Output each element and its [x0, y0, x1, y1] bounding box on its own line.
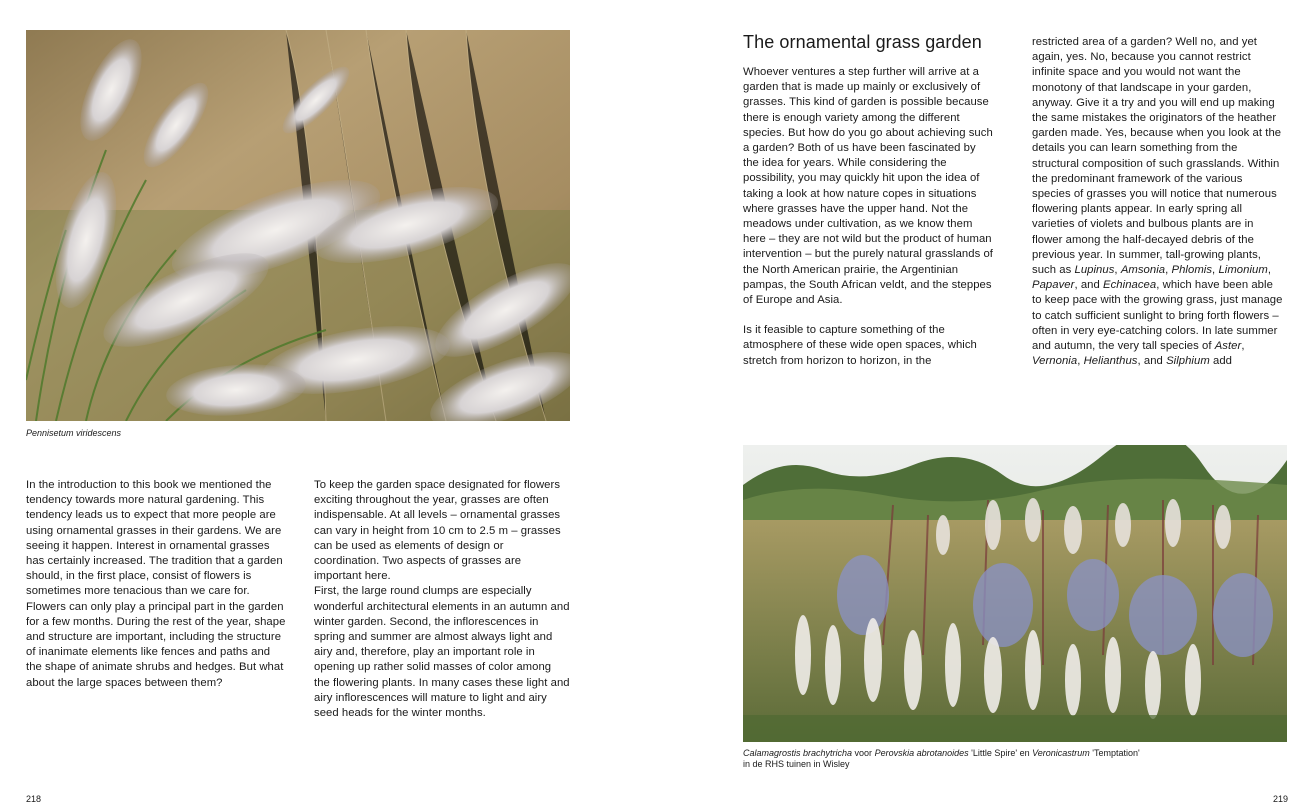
pennisetum-illustration — [26, 30, 570, 421]
genus-name: Aster — [1214, 340, 1242, 353]
genus-name: Echinacea — [1103, 279, 1157, 292]
section-title: The ornamental grass garden — [743, 32, 982, 52]
genus-name: Papaver — [1032, 279, 1075, 292]
right-column-2 — [1032, 35, 1284, 369]
genus-name: Limonium — [1218, 264, 1268, 277]
left-page-number: 218 — [26, 794, 42, 804]
left-col2-paragraph-2: First, the large round clumps are especially wonderful architectural elements in an autumn and winter garden. Second, the inflorescences in spring and summer are almost always light and airy and, therefore, play an important role in opening up rather solid masses of color among the flowering plants. In many cases these light and airy inflorescences will mature to light and airy seed heads for the winter months. — [314, 585, 570, 720]
genus-name: Helianthus — [1083, 355, 1138, 368]
right-col1-paragraph-2: Is it feasible to capture something of the atmosphere of these wide open spaces, which stretch from horizon to horizon, in the — [743, 324, 977, 367]
text-run: add — [1209, 355, 1232, 368]
left-column-1 — [26, 478, 288, 691]
right-caption-line-1 — [743, 748, 1263, 759]
text-run: , — [1114, 264, 1121, 277]
right-caption-line-2: in de RHS tuinen in Wisley — [743, 759, 850, 769]
text-run: , — [1077, 355, 1084, 368]
text-run: , and — [1074, 279, 1104, 292]
pennisetum-photo — [26, 30, 570, 421]
genus-name: Vernonia — [1032, 355, 1078, 368]
plant-name: Perovskia abrotanoides — [874, 748, 969, 758]
calamagrostis-illustration — [743, 445, 1287, 742]
left-photo-caption: Pennisetum viridescens — [26, 428, 122, 438]
calamagrostis-photo — [743, 445, 1287, 742]
right-col2-paragraph — [1032, 35, 1284, 369]
genus-name: Lupinus — [1074, 264, 1115, 277]
right-page-number: 219 — [1273, 794, 1289, 804]
text-run: , — [1165, 264, 1172, 277]
left-col1-paragraph: In the introduction to this book we mentioned the tendency towards more natural gardening. This tendency leads us to expect that more people are using ornamental grasses in their gardens. We are seeing it happen. Interest in ornamental grasses has certainly increased. The tradition that a garden should, in the first place, consist of flowers is sometimes more tenacious than we care for. Flowers can only play a principal part in the garden for a few months. During the rest of the year, shape and structure are important, including the structure of inanimate elements like fences and paths and the shape of animate shrubs and hedges. But what about the large spaces between them? — [26, 479, 286, 689]
genus-name: Amsonia — [1120, 264, 1166, 277]
right-column-1 — [743, 65, 993, 369]
text-run: , — [1241, 340, 1245, 353]
plant-name: Calamagrostis brachytricha — [743, 748, 853, 758]
left-col2-paragraph-1: To keep the garden space designated for flowers exciting throughout the year, grasses are often indispensable. At all levels – ornamental grasses can vary in height from 10 cm to 2.5 m – grasses can be used as elements of design or coordination. Two aspects of grasses are important here. — [314, 479, 561, 583]
right-photo-caption — [743, 748, 1263, 770]
text-run: , which have been able to keep pace with the growing grass, just manage to catch sufficient sunlight to bring forth flowers – often in very eye-catching colors. In late summer and autumn, the very tall species of — [1032, 279, 1283, 353]
text-run: , — [1212, 264, 1219, 277]
right-col1-paragraph-1: Whoever ventures a step further will arrive at a garden that is made up mainly or exclusively of grasses. This kind of garden is possible because there is enough variety among the different species. But how do you go about achieving such a garden? Both of us have been fascinated by the idea for years. While considering the possibility, you may quickly hit upon the idea of taking a look at how nature copes in situations where grasses have the upper hand. Not the meadows under cultivation, as we know them here – they are not wild but the product of human intervention – but the purely natural grasslands of the North American prairie, the Argentinian pampas, the South African veldt, and the steppes of Europe and Asia. — [743, 66, 993, 307]
caption-text: voor — [852, 748, 875, 758]
text-run: , and — [1137, 355, 1167, 368]
text-run: , — [1267, 264, 1272, 277]
plant-name: Veronicastrum — [1032, 748, 1090, 758]
genus-name: Phlomis — [1171, 264, 1213, 277]
genus-name: Silphium — [1166, 355, 1210, 368]
caption-text: 'Temptation' — [1089, 748, 1140, 758]
text-run: restricted area of a garden? Well no, and yet again, yes. No, because you cannot restrict infinite space and you would not want the monotony of that landscape in your garden, anyway. Give it a try and you will end up making the same mistakes the originators of the heather garden made. Yes, because when you look at the details you can learn something from the structural composition of such grasslands. Within the predominant framework of the various species of grasses you will notice that numerous flowering plants appear. In early spring all varieties of violets and bulbous plants are in flower among the half-decayed debris of the previous year. In summer, tall-growing plants, such as — [1032, 36, 1282, 277]
caption-text: 'Little Spire' en — [968, 748, 1033, 758]
left-column-2 — [314, 478, 570, 721]
